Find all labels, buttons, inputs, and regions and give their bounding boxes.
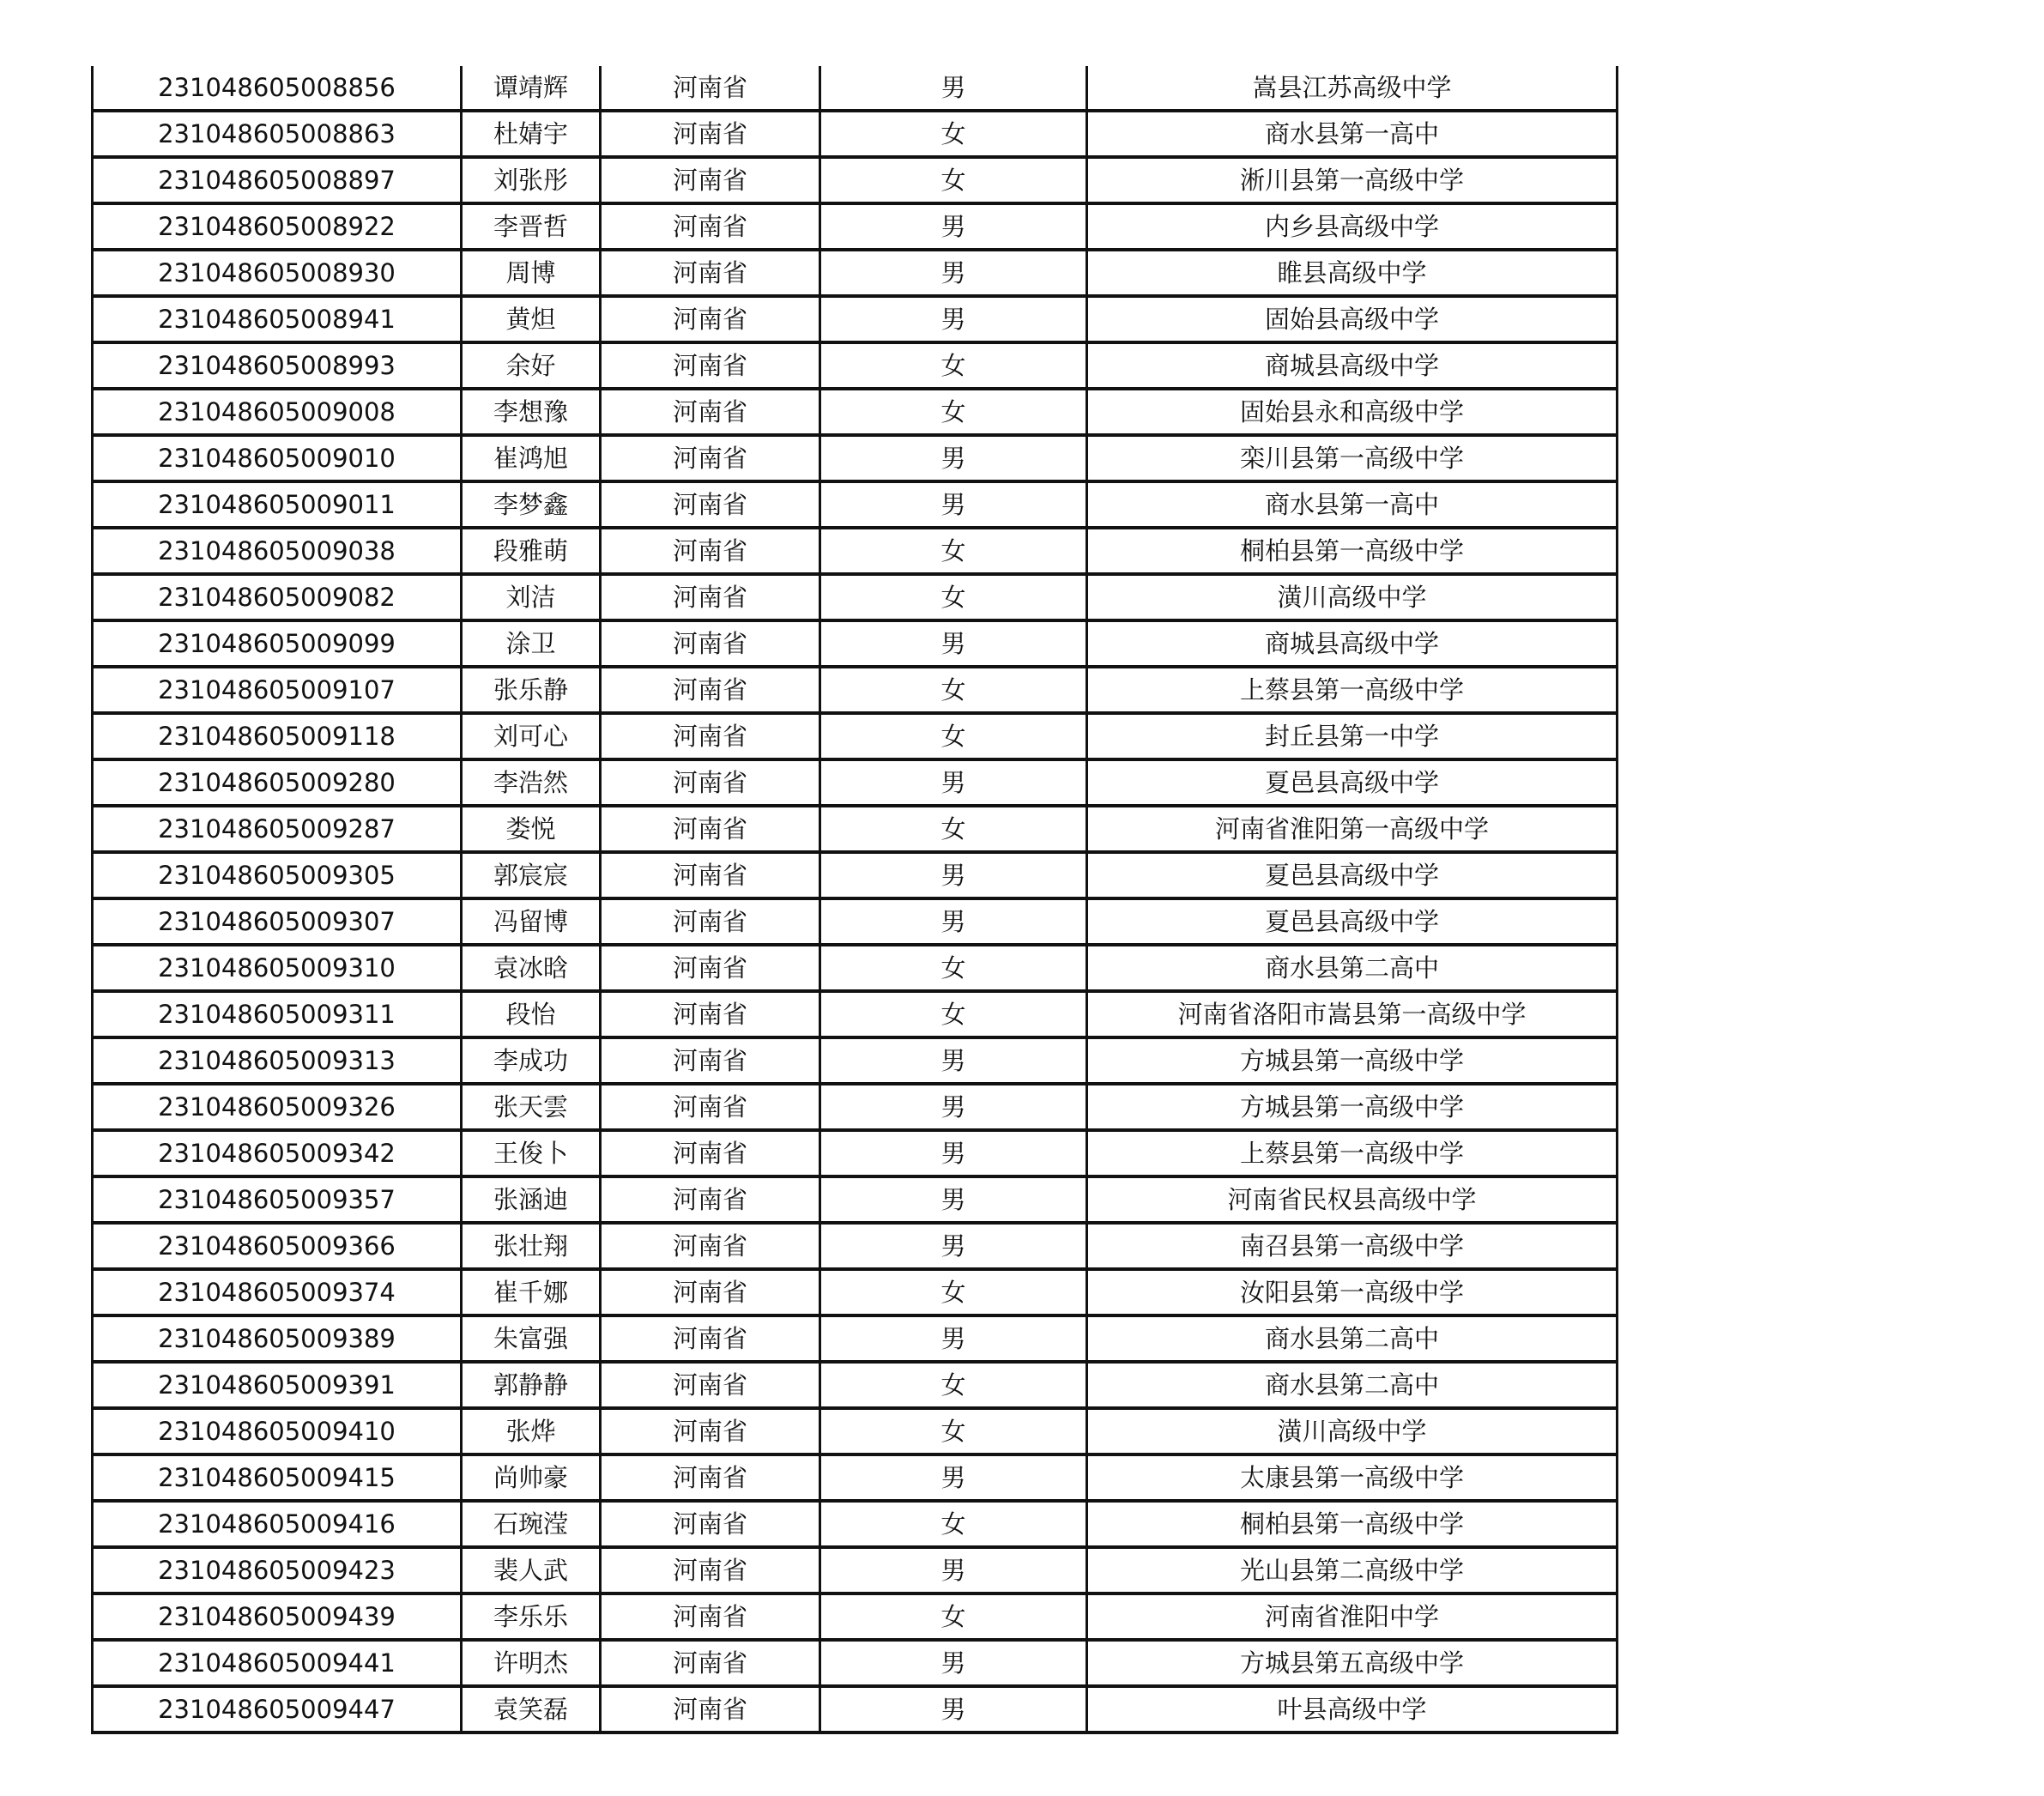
province-cell: 河南省 [601, 667, 820, 713]
school-cell: 南召县第一高级中学 [1087, 1223, 1618, 1269]
candidate-id-cell: 231048605009415 [93, 1454, 462, 1501]
table-row [93, 620, 1618, 667]
candidate-id-cell: 231048605009280 [93, 759, 462, 806]
candidate-id-cell: 231048605008922 [93, 203, 462, 250]
candidate-id-cell: 231048605009107 [93, 667, 462, 713]
province-cell: 河南省 [601, 1501, 820, 1547]
gender-cell: 男 [820, 1686, 1087, 1733]
school-cell: 夏邑县高级中学 [1087, 759, 1618, 806]
candidate-id-cell: 231048605009416 [93, 1501, 462, 1547]
table-row [93, 66, 1618, 111]
student-name-cell: 郭静静 [462, 1362, 601, 1408]
candidate-id-cell: 231048605009313 [93, 1037, 462, 1084]
table-row [93, 806, 1618, 852]
school-cell: 商水县第一高中 [1087, 111, 1618, 157]
table-row [93, 435, 1618, 481]
table-row [93, 713, 1618, 759]
table-row [93, 1362, 1618, 1408]
candidate-id-cell: 231048605009038 [93, 528, 462, 574]
student-name-cell: 周博 [462, 250, 601, 296]
table-row [93, 528, 1618, 574]
province-cell: 河南省 [601, 435, 820, 481]
province-cell: 河南省 [601, 1362, 820, 1408]
province-cell: 河南省 [601, 1084, 820, 1130]
candidate-id-cell: 231048605009010 [93, 435, 462, 481]
gender-cell: 女 [820, 389, 1087, 435]
gender-cell: 男 [820, 203, 1087, 250]
table-row [93, 1408, 1618, 1454]
student-name-cell: 刘洁 [462, 574, 601, 620]
gender-cell: 男 [820, 1223, 1087, 1269]
candidate-id-cell: 231048605009008 [93, 389, 462, 435]
gender-cell: 女 [820, 1408, 1087, 1454]
gender-cell: 男 [820, 1176, 1087, 1223]
gender-cell: 男 [820, 759, 1087, 806]
student-name-cell: 李成功 [462, 1037, 601, 1084]
gender-cell: 女 [820, 111, 1087, 157]
student-name-cell: 张壮翔 [462, 1223, 601, 1269]
table-row [93, 898, 1618, 945]
school-cell: 夏邑县高级中学 [1087, 898, 1618, 945]
gender-cell: 男 [820, 1037, 1087, 1084]
candidate-id-cell: 231048605009342 [93, 1130, 462, 1176]
student-name-cell: 许明杰 [462, 1640, 601, 1686]
gender-cell: 女 [820, 528, 1087, 574]
candidate-id-cell: 231048605009389 [93, 1315, 462, 1362]
province-cell: 河南省 [601, 759, 820, 806]
student-name-cell: 王俊卜 [462, 1130, 601, 1176]
school-cell: 汝阳县第一高级中学 [1087, 1269, 1618, 1315]
province-cell: 河南省 [601, 250, 820, 296]
school-cell: 封丘县第一中学 [1087, 713, 1618, 759]
gender-cell: 女 [820, 945, 1087, 991]
province-cell: 河南省 [601, 1130, 820, 1176]
candidate-id-cell: 231048605009287 [93, 806, 462, 852]
school-cell: 栾川县第一高级中学 [1087, 435, 1618, 481]
candidate-id-cell: 231048605009311 [93, 991, 462, 1037]
candidate-id-cell: 231048605008897 [93, 157, 462, 203]
school-cell: 商城县高级中学 [1087, 620, 1618, 667]
province-cell: 河南省 [601, 481, 820, 528]
school-cell: 商水县第二高中 [1087, 1362, 1618, 1408]
school-cell: 光山县第二高级中学 [1087, 1547, 1618, 1593]
school-cell: 商城县高级中学 [1087, 342, 1618, 389]
gender-cell: 女 [820, 1269, 1087, 1315]
candidate-id-cell: 231048605009447 [93, 1686, 462, 1733]
gender-cell: 男 [820, 852, 1087, 898]
student-name-cell: 崔鸿旭 [462, 435, 601, 481]
table-row [93, 574, 1618, 620]
school-cell: 固始县永和高级中学 [1087, 389, 1618, 435]
table-row [93, 1084, 1618, 1130]
school-cell: 河南省民权县高级中学 [1087, 1176, 1618, 1223]
province-cell: 河南省 [601, 296, 820, 342]
table-row [93, 852, 1618, 898]
student-name-cell: 余好 [462, 342, 601, 389]
candidate-id-cell: 231048605009326 [93, 1084, 462, 1130]
province-cell: 河南省 [601, 389, 820, 435]
candidate-id-cell: 231048605008993 [93, 342, 462, 389]
student-name-cell: 李浩然 [462, 759, 601, 806]
student-name-cell: 袁冰晗 [462, 945, 601, 991]
table-row [93, 296, 1618, 342]
student-name-cell: 刘可心 [462, 713, 601, 759]
province-cell: 河南省 [601, 1037, 820, 1084]
table-row [93, 157, 1618, 203]
province-cell: 河南省 [601, 157, 820, 203]
student-name-cell: 李梦鑫 [462, 481, 601, 528]
student-name-cell: 张天雲 [462, 1084, 601, 1130]
student-name-cell: 张烨 [462, 1408, 601, 1454]
table-row [93, 759, 1618, 806]
candidate-id-cell: 231048605009441 [93, 1640, 462, 1686]
table-row [93, 1269, 1618, 1315]
candidate-id-cell: 231048605008856 [93, 66, 462, 111]
table-row [93, 1454, 1618, 1501]
province-cell: 河南省 [601, 806, 820, 852]
province-cell: 河南省 [601, 1686, 820, 1733]
gender-cell: 女 [820, 1362, 1087, 1408]
student-name-cell: 黄炟 [462, 296, 601, 342]
student-name-cell: 张涵迪 [462, 1176, 601, 1223]
school-cell: 潢川高级中学 [1087, 574, 1618, 620]
student-name-cell: 娄悦 [462, 806, 601, 852]
school-cell: 方城县第五高级中学 [1087, 1640, 1618, 1686]
school-cell: 上蔡县第一高级中学 [1087, 667, 1618, 713]
province-cell: 河南省 [601, 991, 820, 1037]
province-cell: 河南省 [601, 1176, 820, 1223]
table-row [93, 1640, 1618, 1686]
province-cell: 河南省 [601, 620, 820, 667]
province-cell: 河南省 [601, 713, 820, 759]
candidate-id-cell: 231048605009011 [93, 481, 462, 528]
province-cell: 河南省 [601, 945, 820, 991]
province-cell: 河南省 [601, 528, 820, 574]
student-name-cell: 张乐静 [462, 667, 601, 713]
student-name-cell: 涂卫 [462, 620, 601, 667]
gender-cell: 男 [820, 296, 1087, 342]
candidate-id-cell: 231048605009118 [93, 713, 462, 759]
gender-cell: 女 [820, 1501, 1087, 1547]
candidate-id-cell: 231048605009410 [93, 1408, 462, 1454]
province-cell: 河南省 [601, 1593, 820, 1640]
school-cell: 商水县第一高中 [1087, 481, 1618, 528]
candidate-id-cell: 231048605009439 [93, 1593, 462, 1640]
school-cell: 商水县第二高中 [1087, 1315, 1618, 1362]
table-row [93, 991, 1618, 1037]
gender-cell: 女 [820, 342, 1087, 389]
province-cell: 河南省 [601, 574, 820, 620]
gender-cell: 女 [820, 667, 1087, 713]
candidate-id-cell: 231048605009366 [93, 1223, 462, 1269]
school-cell: 嵩县江苏高级中学 [1087, 66, 1618, 111]
school-cell: 固始县高级中学 [1087, 296, 1618, 342]
province-cell: 河南省 [601, 111, 820, 157]
school-cell: 商水县第二高中 [1087, 945, 1618, 991]
table-row [93, 1501, 1618, 1547]
school-cell: 睢县高级中学 [1087, 250, 1618, 296]
gender-cell: 男 [820, 250, 1087, 296]
school-cell: 叶县高级中学 [1087, 1686, 1618, 1733]
school-cell: 淅川县第一高级中学 [1087, 157, 1618, 203]
candidate-id-cell: 231048605008930 [93, 250, 462, 296]
candidate-id-cell: 231048605009305 [93, 852, 462, 898]
gender-cell: 男 [820, 481, 1087, 528]
school-cell: 潢川高级中学 [1087, 1408, 1618, 1454]
table-row [93, 1686, 1618, 1733]
gender-cell: 男 [820, 1547, 1087, 1593]
table-row [93, 667, 1618, 713]
student-name-cell: 袁笑磊 [462, 1686, 601, 1733]
gender-cell: 男 [820, 66, 1087, 111]
candidate-id-cell: 231048605009099 [93, 620, 462, 667]
table-row [93, 389, 1618, 435]
student-name-cell: 李晋哲 [462, 203, 601, 250]
gender-cell: 女 [820, 157, 1087, 203]
school-cell: 桐柏县第一高级中学 [1087, 1501, 1618, 1547]
table-row [93, 203, 1618, 250]
school-cell: 夏邑县高级中学 [1087, 852, 1618, 898]
student-name-cell: 崔千娜 [462, 1269, 601, 1315]
table-row [93, 1223, 1618, 1269]
table-row [93, 1037, 1618, 1084]
gender-cell: 男 [820, 1315, 1087, 1362]
gender-cell: 男 [820, 898, 1087, 945]
candidate-id-cell: 231048605009423 [93, 1547, 462, 1593]
province-cell: 河南省 [601, 1640, 820, 1686]
student-name-cell: 李乐乐 [462, 1593, 601, 1640]
province-cell: 河南省 [601, 1454, 820, 1501]
table-row [93, 342, 1618, 389]
school-cell: 河南省淮阳第一高级中学 [1087, 806, 1618, 852]
province-cell: 河南省 [601, 898, 820, 945]
student-name-cell: 郭宸宸 [462, 852, 601, 898]
candidate-id-cell: 231048605008863 [93, 111, 462, 157]
student-name-cell: 段怡 [462, 991, 601, 1037]
candidate-id-cell: 231048605009357 [93, 1176, 462, 1223]
student-name-cell: 刘张彤 [462, 157, 601, 203]
student-name-cell: 石琬滢 [462, 1501, 601, 1547]
province-cell: 河南省 [601, 66, 820, 111]
school-cell: 河南省淮阳中学 [1087, 1593, 1618, 1640]
gender-cell: 男 [820, 1640, 1087, 1686]
candidate-id-cell: 231048605009082 [93, 574, 462, 620]
table-row [93, 1176, 1618, 1223]
candidate-id-cell: 231048605009307 [93, 898, 462, 945]
table-row [93, 481, 1618, 528]
gender-cell: 男 [820, 620, 1087, 667]
student-name-cell: 谭靖辉 [462, 66, 601, 111]
student-name-cell: 朱富强 [462, 1315, 601, 1362]
gender-cell: 女 [820, 991, 1087, 1037]
table-body [93, 66, 1618, 1733]
student-name-cell: 段雅萌 [462, 528, 601, 574]
student-name-cell: 杜婧宇 [462, 111, 601, 157]
student-name-cell: 尚帅豪 [462, 1454, 601, 1501]
table-row [93, 1593, 1618, 1640]
school-cell: 方城县第一高级中学 [1087, 1037, 1618, 1084]
candidate-id-cell: 231048605008941 [93, 296, 462, 342]
gender-cell: 男 [820, 435, 1087, 481]
gender-cell: 女 [820, 574, 1087, 620]
student-name-cell: 裴人武 [462, 1547, 601, 1593]
gender-cell: 女 [820, 713, 1087, 759]
gender-cell: 女 [820, 806, 1087, 852]
province-cell: 河南省 [601, 852, 820, 898]
province-cell: 河南省 [601, 1408, 820, 1454]
school-cell: 方城县第一高级中学 [1087, 1084, 1618, 1130]
gender-cell: 男 [820, 1084, 1087, 1130]
table-row [93, 945, 1618, 991]
school-cell: 太康县第一高级中学 [1087, 1454, 1618, 1501]
province-cell: 河南省 [601, 1547, 820, 1593]
province-cell: 河南省 [601, 1315, 820, 1362]
province-cell: 河南省 [601, 1223, 820, 1269]
candidate-id-cell: 231048605009310 [93, 945, 462, 991]
school-cell: 内乡县高级中学 [1087, 203, 1618, 250]
candidate-id-cell: 231048605009391 [93, 1362, 462, 1408]
table-row [93, 1547, 1618, 1593]
school-cell: 桐柏县第一高级中学 [1087, 528, 1618, 574]
student-name-cell: 冯留博 [462, 898, 601, 945]
province-cell: 河南省 [601, 1269, 820, 1315]
student-name-cell: 李想豫 [462, 389, 601, 435]
school-cell: 上蔡县第一高级中学 [1087, 1130, 1618, 1176]
table-row [93, 250, 1618, 296]
province-cell: 河南省 [601, 203, 820, 250]
table-row [93, 1315, 1618, 1362]
gender-cell: 男 [820, 1454, 1087, 1501]
gender-cell: 男 [820, 1130, 1087, 1176]
table-row [93, 1130, 1618, 1176]
school-cell: 河南省洛阳市嵩县第一高级中学 [1087, 991, 1618, 1037]
table-row [93, 111, 1618, 157]
province-cell: 河南省 [601, 342, 820, 389]
admission-list-table [91, 66, 1618, 1734]
candidate-id-cell: 231048605009374 [93, 1269, 462, 1315]
gender-cell: 女 [820, 1593, 1087, 1640]
